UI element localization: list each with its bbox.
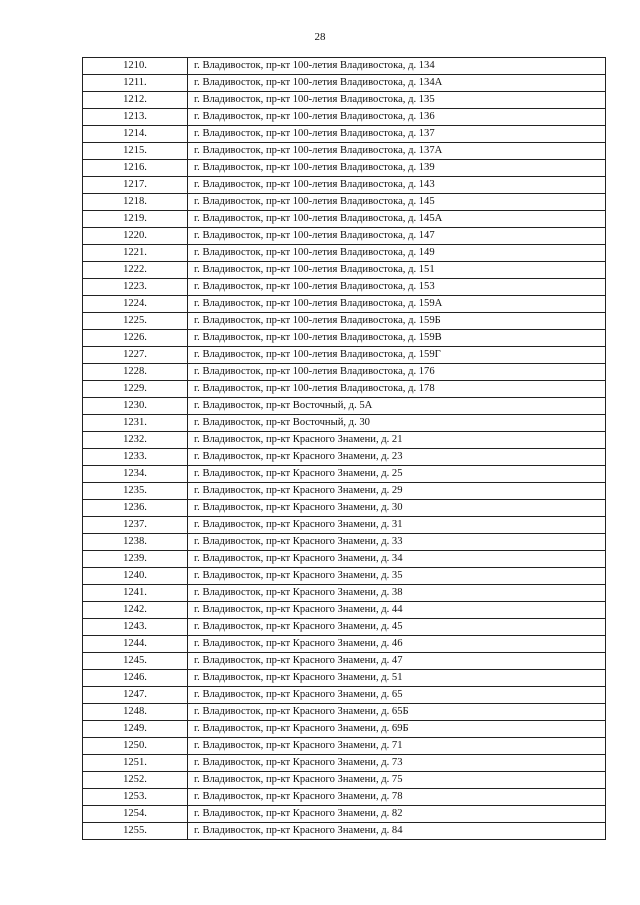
row-number: 1225. [83, 313, 188, 330]
row-address: г. Владивосток, пр-кт 100-летия Владивостока, д. 149 [188, 245, 606, 262]
row-address: г. Владивосток, пр-кт Красного Знамени, д. 21 [188, 432, 606, 449]
row-number: 1217. [83, 177, 188, 194]
row-address: г. Владивосток, пр-кт 100-летия Владивостока, д. 137 [188, 126, 606, 143]
row-number: 1216. [83, 160, 188, 177]
table-row [83, 109, 606, 126]
row-address: г. Владивосток, пр-кт Красного Знамени, д. 69Б [188, 721, 606, 738]
row-number: 1222. [83, 262, 188, 279]
row-address: г. Владивосток, пр-кт Красного Знамени, д. 78 [188, 789, 606, 806]
row-number: 1249. [83, 721, 188, 738]
table-row [83, 534, 606, 551]
row-number: 1237. [83, 517, 188, 534]
row-number: 1238. [83, 534, 188, 551]
table-row [83, 126, 606, 143]
row-address: г. Владивосток, пр-кт Красного Знамени, д. 46 [188, 636, 606, 653]
row-number: 1211. [83, 75, 188, 92]
address-table [82, 57, 606, 840]
page-number: 28 [314, 31, 326, 43]
row-number: 1232. [83, 432, 188, 449]
row-number: 1234. [83, 466, 188, 483]
row-number: 1212. [83, 92, 188, 109]
row-address: г. Владивосток, пр-кт Красного Знамени, д. 35 [188, 568, 606, 585]
table-row [83, 313, 606, 330]
row-number: 1239. [83, 551, 188, 568]
table-row [83, 738, 606, 755]
table-row [83, 415, 606, 432]
row-address: г. Владивосток, пр-кт 100-летия Владивостока, д. 134 [188, 58, 606, 75]
row-address: г. Владивосток, пр-кт 100-летия Владивостока, д. 159В [188, 330, 606, 347]
table-row [83, 432, 606, 449]
table-row [83, 160, 606, 177]
table-row [83, 92, 606, 109]
row-address: г. Владивосток, пр-кт Красного Знамени, д. 73 [188, 755, 606, 772]
table-row [83, 517, 606, 534]
row-address: г. Владивосток, пр-кт Красного Знамени, д. 25 [188, 466, 606, 483]
row-number: 1243. [83, 619, 188, 636]
row-address: г. Владивосток, пр-кт 100-летия Владивостока, д. 137А [188, 143, 606, 160]
table-row [83, 636, 606, 653]
row-number: 1221. [83, 245, 188, 262]
row-address: г. Владивосток, пр-кт 100-летия Владивостока, д. 153 [188, 279, 606, 296]
row-number: 1229. [83, 381, 188, 398]
row-address: г. Владивосток, пр-кт Красного Знамени, д. 84 [188, 823, 606, 840]
row-number: 1250. [83, 738, 188, 755]
row-address: г. Владивосток, пр-кт 100-летия Владивостока, д. 145 [188, 194, 606, 211]
row-address: г. Владивосток, пр-кт Красного Знамени, д. 47 [188, 653, 606, 670]
table-row [83, 806, 606, 823]
row-number: 1247. [83, 687, 188, 704]
table-row [83, 670, 606, 687]
row-number: 1226. [83, 330, 188, 347]
table-row [83, 687, 606, 704]
table-row [83, 194, 606, 211]
table-row [83, 262, 606, 279]
row-number: 1244. [83, 636, 188, 653]
row-address: г. Владивосток, пр-кт 100-летия Владивостока, д. 136 [188, 109, 606, 126]
table-row [83, 653, 606, 670]
row-number: 1252. [83, 772, 188, 789]
row-address: г. Владивосток, пр-кт 100-летия Владивостока, д. 151 [188, 262, 606, 279]
table-row [83, 347, 606, 364]
table-row [83, 466, 606, 483]
row-number: 1227. [83, 347, 188, 364]
table-row [83, 704, 606, 721]
table-row [83, 449, 606, 466]
row-address: г. Владивосток, пр-кт Красного Знамени, д. 23 [188, 449, 606, 466]
row-number: 1213. [83, 109, 188, 126]
row-number: 1235. [83, 483, 188, 500]
row-address: г. Владивосток, пр-кт Красного Знамени, д. 29 [188, 483, 606, 500]
row-number: 1245. [83, 653, 188, 670]
row-address: г. Владивосток, пр-кт 100-летия Владивостока, д. 159А [188, 296, 606, 313]
table-row [83, 211, 606, 228]
row-number: 1218. [83, 194, 188, 211]
table-row [83, 789, 606, 806]
table-row [83, 279, 606, 296]
row-number: 1220. [83, 228, 188, 245]
row-address: г. Владивосток, пр-кт Красного Знамени, д. 44 [188, 602, 606, 619]
row-number: 1223. [83, 279, 188, 296]
row-number: 1215. [83, 143, 188, 160]
row-number: 1214. [83, 126, 188, 143]
row-number: 1255. [83, 823, 188, 840]
row-number: 1231. [83, 415, 188, 432]
table-row [83, 177, 606, 194]
row-number: 1254. [83, 806, 188, 823]
row-address: г. Владивосток, пр-кт 100-летия Владивостока, д. 135 [188, 92, 606, 109]
table-row [83, 500, 606, 517]
row-number: 1246. [83, 670, 188, 687]
row-address: г. Владивосток, пр-кт Красного Знамени, д. 38 [188, 585, 606, 602]
table-row [83, 228, 606, 245]
row-number: 1233. [83, 449, 188, 466]
row-number: 1251. [83, 755, 188, 772]
row-address: г. Владивосток, пр-кт Красного Знамени, д. 75 [188, 772, 606, 789]
row-number: 1253. [83, 789, 188, 806]
row-address: г. Владивосток, пр-кт 100-летия Владивостока, д. 139 [188, 160, 606, 177]
row-address: г. Владивосток, пр-кт Восточный, д. 5А [188, 398, 606, 415]
row-address: г. Владивосток, пр-кт Красного Знамени, д. 51 [188, 670, 606, 687]
table-row [83, 381, 606, 398]
table-row [83, 296, 606, 313]
table-row [83, 364, 606, 381]
table-row [83, 585, 606, 602]
table-row [83, 823, 606, 840]
row-address: г. Владивосток, пр-кт 100-летия Владивостока, д. 145А [188, 211, 606, 228]
table-row [83, 398, 606, 415]
table-row [83, 755, 606, 772]
row-number: 1236. [83, 500, 188, 517]
row-address: г. Владивосток, пр-кт Красного Знамени, д. 65Б [188, 704, 606, 721]
table-row [83, 245, 606, 262]
row-number: 1224. [83, 296, 188, 313]
row-address: г. Владивосток, пр-кт 100-летия Владивостока, д. 134А [188, 75, 606, 92]
row-address: г. Владивосток, пр-кт Восточный, д. 30 [188, 415, 606, 432]
row-number: 1248. [83, 704, 188, 721]
row-address: г. Владивосток, пр-кт 100-летия Владивостока, д. 147 [188, 228, 606, 245]
row-number: 1210. [83, 58, 188, 75]
table-row [83, 330, 606, 347]
row-address: г. Владивосток, пр-кт Красного Знамени, д. 45 [188, 619, 606, 636]
row-number: 1241. [83, 585, 188, 602]
row-number: 1230. [83, 398, 188, 415]
row-address: г. Владивосток, пр-кт 100-летия Владивостока, д. 178 [188, 381, 606, 398]
table-row [83, 772, 606, 789]
table-row [83, 602, 606, 619]
table-row [83, 143, 606, 160]
row-number: 1219. [83, 211, 188, 228]
address-table-body [83, 58, 606, 840]
table-row [83, 568, 606, 585]
row-address: г. Владивосток, пр-кт Красного Знамени, д. 30 [188, 500, 606, 517]
row-address: г. Владивосток, пр-кт 100-летия Владивостока, д. 143 [188, 177, 606, 194]
row-address: г. Владивосток, пр-кт Красного Знамени, д. 33 [188, 534, 606, 551]
row-address: г. Владивосток, пр-кт 100-летия Владивостока, д. 176 [188, 364, 606, 381]
table-row [83, 58, 606, 75]
row-address: г. Владивосток, пр-кт Красного Знамени, д. 65 [188, 687, 606, 704]
table-row [83, 619, 606, 636]
table-row [83, 483, 606, 500]
table-row [83, 75, 606, 92]
table-row [83, 551, 606, 568]
row-address: г. Владивосток, пр-кт Красного Знамени, д. 31 [188, 517, 606, 534]
row-address: г. Владивосток, пр-кт 100-летия Владивостока, д. 159Г [188, 347, 606, 364]
row-address: г. Владивосток, пр-кт Красного Знамени, д. 34 [188, 551, 606, 568]
table-row [83, 721, 606, 738]
row-address: г. Владивосток, пр-кт Красного Знамени, д. 82 [188, 806, 606, 823]
row-address: г. Владивосток, пр-кт Красного Знамени, д. 71 [188, 738, 606, 755]
row-address: г. Владивосток, пр-кт 100-летия Владивостока, д. 159Б [188, 313, 606, 330]
row-number: 1228. [83, 364, 188, 381]
row-number: 1240. [83, 568, 188, 585]
row-number: 1242. [83, 602, 188, 619]
